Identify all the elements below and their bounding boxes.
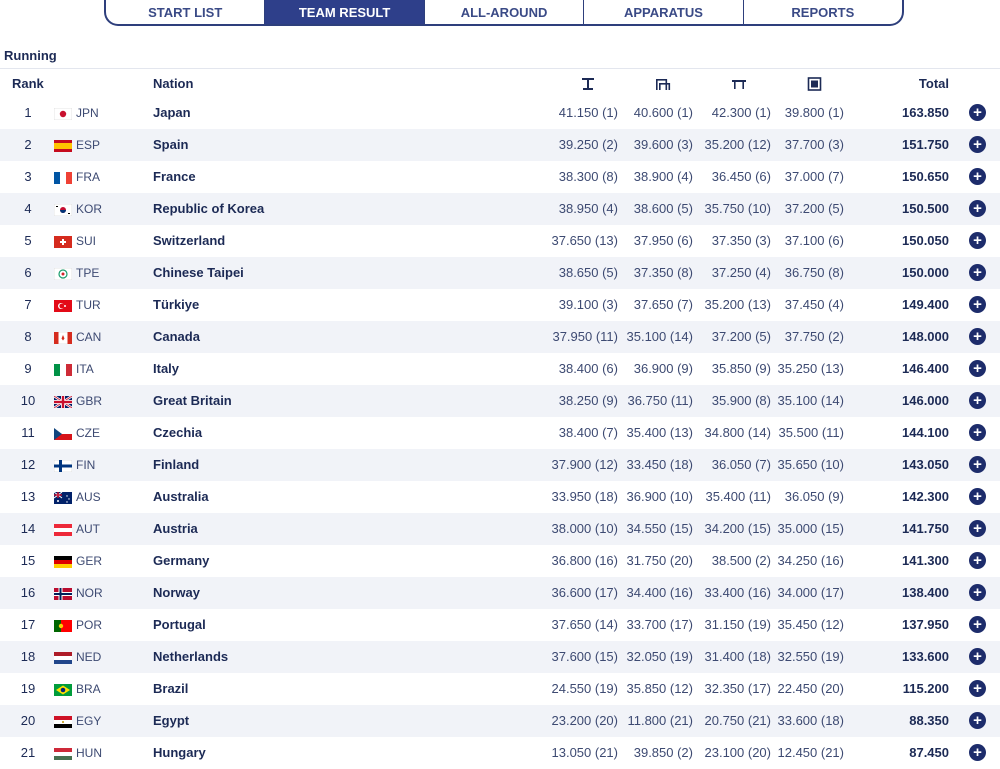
apparatus-score: 39.100 (3) <box>558 297 618 312</box>
country-code: NOR <box>76 586 103 600</box>
rank-cell: 3 <box>24 169 32 184</box>
total-score: 163.850 <box>902 105 949 120</box>
apparatus-score: 36.600 (17) <box>551 585 618 600</box>
apparatus-score: 38.950 (4) <box>558 201 618 216</box>
expand-row-button[interactable]: + <box>969 488 986 505</box>
country-code: ESP <box>76 138 101 152</box>
apparatus-score: 38.300 (8) <box>558 169 618 184</box>
apparatus-score: 35.200 (13) <box>704 297 771 312</box>
rank-cell: 10 <box>20 393 36 408</box>
apparatus-score: 38.250 (9) <box>558 393 618 408</box>
expand-row-button[interactable]: + <box>969 680 986 697</box>
apparatus-score: 37.000 (7) <box>784 169 844 184</box>
apparatus-score: 36.050 (7) <box>711 457 771 472</box>
nation-name: Austria <box>153 521 198 536</box>
table-row <box>0 705 1000 737</box>
apparatus-score: 24.550 (19) <box>551 681 618 696</box>
total-score: 138.400 <box>902 585 949 600</box>
apparatus-score: 23.200 (20) <box>551 713 618 728</box>
apparatus-score: 35.000 (15) <box>777 521 844 536</box>
total-score: 133.600 <box>902 649 949 664</box>
rank-cell: 5 <box>24 233 32 248</box>
country-code: KOR <box>76 202 103 216</box>
total-score: 150.000 <box>902 265 949 280</box>
country-code: AUT <box>76 522 100 536</box>
flag-icon-gbr <box>54 396 72 408</box>
apparatus-score: 37.650 (14) <box>551 617 618 632</box>
nation-name: Chinese Taipei <box>153 265 244 280</box>
table-header <box>0 68 1000 97</box>
apparatus-score: 32.050 (19) <box>626 649 693 664</box>
country-code: TPE <box>76 266 100 280</box>
total-score: 141.300 <box>902 553 949 568</box>
apparatus-score: 37.200 (5) <box>784 201 844 216</box>
expand-row-button[interactable]: + <box>969 584 986 601</box>
rank-cell: 18 <box>20 649 36 664</box>
total-score: 137.950 <box>902 617 949 632</box>
expand-row-button[interactable]: + <box>969 104 986 121</box>
apparatus-score: 38.650 (5) <box>558 265 618 280</box>
apparatus-score: 36.750 (11) <box>627 393 693 408</box>
total-score: 149.400 <box>902 297 949 312</box>
tab-apparatus[interactable]: APPARATUS <box>584 0 743 24</box>
nation-name: Republic of Korea <box>153 201 265 216</box>
flag-icon-sui <box>54 236 72 248</box>
apparatus-score: 35.100 (14) <box>626 329 693 344</box>
apparatus-score: 40.600 (1) <box>633 105 693 120</box>
apparatus-score: 32.550 (19) <box>777 649 844 664</box>
apparatus-score: 37.950 (11) <box>552 329 618 344</box>
rank-cell: 21 <box>20 745 36 760</box>
apparatus-score: 42.300 (1) <box>711 105 771 120</box>
rank-header: Rank <box>12 76 44 91</box>
apparatus-score: 37.950 (6) <box>633 233 693 248</box>
nation-name: Spain <box>153 137 189 152</box>
total-score: 142.300 <box>902 489 949 504</box>
floor-exercise-icon <box>807 77 823 91</box>
total-score: 144.100 <box>902 425 949 440</box>
flag-icon-hun <box>54 748 72 760</box>
table-row <box>0 481 1000 513</box>
flag-icon-kor <box>54 204 72 216</box>
apparatus-score: 35.100 (14) <box>777 393 844 408</box>
flag-icon-ned <box>54 652 72 664</box>
table-row <box>0 609 1000 641</box>
total-score: 88.350 <box>909 713 949 728</box>
apparatus-score: 11.800 (21) <box>627 713 693 728</box>
uneven-bars-icon <box>655 77 671 91</box>
expand-row-button[interactable]: + <box>969 168 986 185</box>
apparatus-score: 37.250 (4) <box>711 265 771 280</box>
total-score: 150.650 <box>902 169 949 184</box>
apparatus-score: 22.450 (20) <box>777 681 844 696</box>
nation-name: Italy <box>153 361 180 376</box>
country-code: SUI <box>76 234 97 248</box>
total-score: 141.750 <box>902 521 949 536</box>
country-code: FRA <box>76 170 100 184</box>
nation-name: Japan <box>153 105 191 120</box>
apparatus-score: 36.050 (9) <box>784 489 844 504</box>
apparatus-score: 31.400 (18) <box>704 649 771 664</box>
flag-icon-aus <box>54 492 72 504</box>
country-code: CAN <box>76 330 102 344</box>
rank-cell: 20 <box>20 713 36 728</box>
apparatus-score: 35.450 (12) <box>777 617 844 632</box>
country-code: EGY <box>76 714 102 728</box>
apparatus-score: 39.850 (2) <box>633 745 693 760</box>
apparatus-score: 35.400 (11) <box>705 489 771 504</box>
expand-row-button[interactable]: + <box>969 456 986 473</box>
expand-row-button[interactable]: + <box>969 616 986 633</box>
apparatus-score: 33.400 (16) <box>704 585 771 600</box>
expand-row-button[interactable]: + <box>969 392 986 409</box>
country-code: BRA <box>76 682 101 696</box>
apparatus-score: 35.200 (12) <box>704 137 771 152</box>
apparatus-score: 41.150 (1) <box>558 105 618 120</box>
results-table <box>0 97 1000 769</box>
total-score: 150.050 <box>902 233 949 248</box>
flag-icon-ita <box>54 364 72 376</box>
apparatus-score: 37.450 (4) <box>784 297 844 312</box>
total-score: 146.400 <box>902 361 949 376</box>
total-score: 146.000 <box>902 393 949 408</box>
total-score: 151.750 <box>902 137 949 152</box>
apparatus-score: 34.000 (17) <box>777 585 844 600</box>
nation-name: Australia <box>153 489 209 504</box>
expand-row-button[interactable]: + <box>969 136 986 153</box>
tab-reports[interactable]: REPORTS <box>791 4 855 20</box>
apparatus-score: 38.000 (10) <box>551 521 618 536</box>
rank-cell: 2 <box>24 137 32 152</box>
expand-row-button[interactable]: + <box>969 360 986 377</box>
rank-cell: 7 <box>24 297 32 312</box>
nation-name: Hungary <box>153 745 206 760</box>
nation-name: Netherlands <box>153 649 229 664</box>
tab-start-list[interactable]: START LIST <box>106 0 265 24</box>
apparatus-score: 35.500 (11) <box>778 425 844 440</box>
vault-icon <box>580 77 596 91</box>
flag-icon-ger <box>54 556 72 568</box>
flag-icon-por <box>54 620 72 632</box>
total-score: 87.450 <box>909 745 949 760</box>
apparatus-score: 23.100 (20) <box>704 745 771 760</box>
apparatus-score: 36.800 (16) <box>551 553 618 568</box>
apparatus-score: 34.200 (15) <box>704 521 771 536</box>
apparatus-score: 39.250 (2) <box>558 137 618 152</box>
table-row <box>0 321 1000 353</box>
table-row <box>0 161 1000 193</box>
tab-bar <box>104 0 904 26</box>
rank-cell: 16 <box>20 585 36 600</box>
country-code: TUR <box>76 298 101 312</box>
table-row <box>0 417 1000 449</box>
apparatus-score: 34.800 (14) <box>704 425 771 440</box>
total-score: 143.050 <box>902 457 949 472</box>
rank-cell: 11 <box>21 425 35 440</box>
rank-cell: 19 <box>20 681 36 696</box>
nation-name: Canada <box>153 329 200 344</box>
apparatus-score: 35.900 (8) <box>711 393 771 408</box>
table-row <box>0 257 1000 289</box>
expand-row-button[interactable]: + <box>969 424 986 441</box>
expand-row-button[interactable]: + <box>969 232 986 249</box>
apparatus-score: 35.850 (9) <box>711 361 771 376</box>
flag-icon-cze <box>54 428 72 440</box>
apparatus-score: 20.750 (21) <box>704 713 771 728</box>
table-row <box>0 97 1000 129</box>
rank-cell: 6 <box>24 265 32 280</box>
rank-cell: 17 <box>20 617 36 632</box>
table-row <box>0 641 1000 673</box>
nation-name: Great Britain <box>153 393 232 408</box>
table-row <box>0 545 1000 577</box>
competition-status: Running <box>4 48 57 63</box>
nation-name: France <box>153 169 196 184</box>
table-row <box>0 385 1000 417</box>
flag-icon-esp <box>54 140 72 152</box>
apparatus-score: 37.650 (7) <box>633 297 693 312</box>
country-code: AUS <box>76 490 101 504</box>
apparatus-score: 32.350 (17) <box>704 681 771 696</box>
country-code: CZE <box>76 426 100 440</box>
flag-icon-tur <box>54 300 72 312</box>
table-row <box>0 129 1000 161</box>
nation-name: Czechia <box>153 425 203 440</box>
apparatus-score: 37.350 (8) <box>633 265 693 280</box>
apparatus-score: 35.400 (13) <box>626 425 693 440</box>
country-code: GBR <box>76 394 103 408</box>
rank-cell: 12 <box>20 457 36 472</box>
rank-cell: 8 <box>24 329 32 344</box>
apparatus-score: 34.400 (16) <box>626 585 693 600</box>
table-row <box>0 577 1000 609</box>
apparatus-score: 35.650 (10) <box>777 457 844 472</box>
flag-icon-jpn <box>54 108 72 120</box>
country-code: JPN <box>76 106 99 120</box>
rank-cell: 1 <box>24 105 32 120</box>
apparatus-score: 37.650 (13) <box>551 233 618 248</box>
total-score: 150.500 <box>902 201 949 216</box>
table-row <box>0 289 1000 321</box>
apparatus-score: 38.400 (7) <box>558 425 618 440</box>
flag-icon-fin <box>54 460 72 472</box>
apparatus-score: 36.900 (9) <box>633 361 693 376</box>
apparatus-score: 36.900 (10) <box>626 489 693 504</box>
apparatus-score: 38.600 (5) <box>633 201 693 216</box>
flag-icon-tpe <box>54 268 72 280</box>
apparatus-score: 37.350 (3) <box>711 233 771 248</box>
nation-name: Türkiye <box>153 297 200 312</box>
nation-name: Portugal <box>153 617 206 632</box>
nation-name: Germany <box>153 553 210 568</box>
apparatus-score: 38.900 (4) <box>633 169 693 184</box>
flag-icon-nor <box>54 588 72 600</box>
apparatus-score: 36.450 (6) <box>711 169 771 184</box>
apparatus-score: 37.600 (15) <box>551 649 618 664</box>
apparatus-score: 34.250 (16) <box>777 553 844 568</box>
rank-cell: 4 <box>24 201 32 216</box>
apparatus-score: 35.850 (12) <box>626 681 693 696</box>
apparatus-score: 37.700 (3) <box>784 137 844 152</box>
country-code: GER <box>76 554 103 568</box>
flag-icon-fra <box>54 172 72 184</box>
table-row <box>0 513 1000 545</box>
apparatus-score: 39.600 (3) <box>633 137 693 152</box>
expand-row-button[interactable]: + <box>969 296 986 313</box>
expand-row-button[interactable]: + <box>969 328 986 345</box>
nation-name: Finland <box>153 457 200 472</box>
apparatus-score: 35.750 (10) <box>704 201 771 216</box>
expand-row-button[interactable]: + <box>969 200 986 217</box>
expand-row-button[interactable]: + <box>969 520 986 537</box>
total-header: Total <box>918 76 949 91</box>
apparatus-score: 33.450 (18) <box>626 457 693 472</box>
rank-cell: 14 <box>20 521 36 536</box>
nation-name: Brazil <box>153 681 189 696</box>
apparatus-score: 37.900 (12) <box>551 457 618 472</box>
flag-icon-aut <box>54 524 72 536</box>
apparatus-score: 38.500 (2) <box>711 553 771 568</box>
balance-beam-icon <box>731 77 747 91</box>
nation-header: Nation <box>153 76 194 91</box>
nation-name: Switzerland <box>153 233 226 248</box>
apparatus-score: 33.600 (18) <box>777 713 844 728</box>
flag-icon-bra <box>54 684 72 696</box>
table-row <box>0 193 1000 225</box>
table-row <box>0 449 1000 481</box>
apparatus-score: 13.050 (21) <box>551 745 618 760</box>
expand-row-button[interactable]: + <box>969 744 986 761</box>
table-row <box>0 673 1000 705</box>
expand-row-button[interactable]: + <box>969 648 986 665</box>
tab-all-around[interactable]: ALL-AROUND <box>425 0 584 24</box>
tab-team-result[interactable]: TEAM RESULT <box>265 0 424 24</box>
apparatus-score: 36.750 (8) <box>784 265 844 280</box>
country-code: POR <box>76 618 103 632</box>
apparatus-score: 12.450 (21) <box>777 745 844 760</box>
country-code: NED <box>76 650 102 664</box>
apparatus-score: 37.750 (2) <box>784 329 844 344</box>
country-code: FIN <box>76 458 96 472</box>
apparatus-score: 38.400 (6) <box>558 361 618 376</box>
flag-icon-egy <box>54 716 72 728</box>
rank-cell: 15 <box>20 553 36 568</box>
rank-cell: 13 <box>20 489 36 504</box>
apparatus-score: 31.750 (20) <box>626 553 693 568</box>
total-score: 148.000 <box>902 329 949 344</box>
apparatus-score: 37.200 (5) <box>711 329 771 344</box>
apparatus-score: 31.150 (19) <box>704 617 771 632</box>
table-row <box>0 225 1000 257</box>
apparatus-score: 39.800 (1) <box>784 105 844 120</box>
nation-name: Norway <box>153 585 200 600</box>
rank-cell: 9 <box>24 361 32 376</box>
apparatus-score: 34.550 (15) <box>626 521 693 536</box>
apparatus-score: 37.100 (6) <box>784 233 844 248</box>
expand-row-button[interactable]: + <box>969 712 986 729</box>
apparatus-score: 33.700 (17) <box>626 617 693 632</box>
expand-row-button[interactable]: + <box>969 264 986 281</box>
country-code: HUN <box>76 746 102 760</box>
flag-icon-can <box>54 332 72 344</box>
apparatus-score: 35.250 (13) <box>777 361 844 376</box>
table-row <box>0 353 1000 385</box>
apparatus-score: 33.950 (18) <box>551 489 618 504</box>
total-score: 115.200 <box>902 681 949 696</box>
nation-name: Egypt <box>153 713 190 728</box>
table-row <box>0 737 1000 769</box>
expand-row-button[interactable]: + <box>969 552 986 569</box>
country-code: ITA <box>76 362 94 376</box>
